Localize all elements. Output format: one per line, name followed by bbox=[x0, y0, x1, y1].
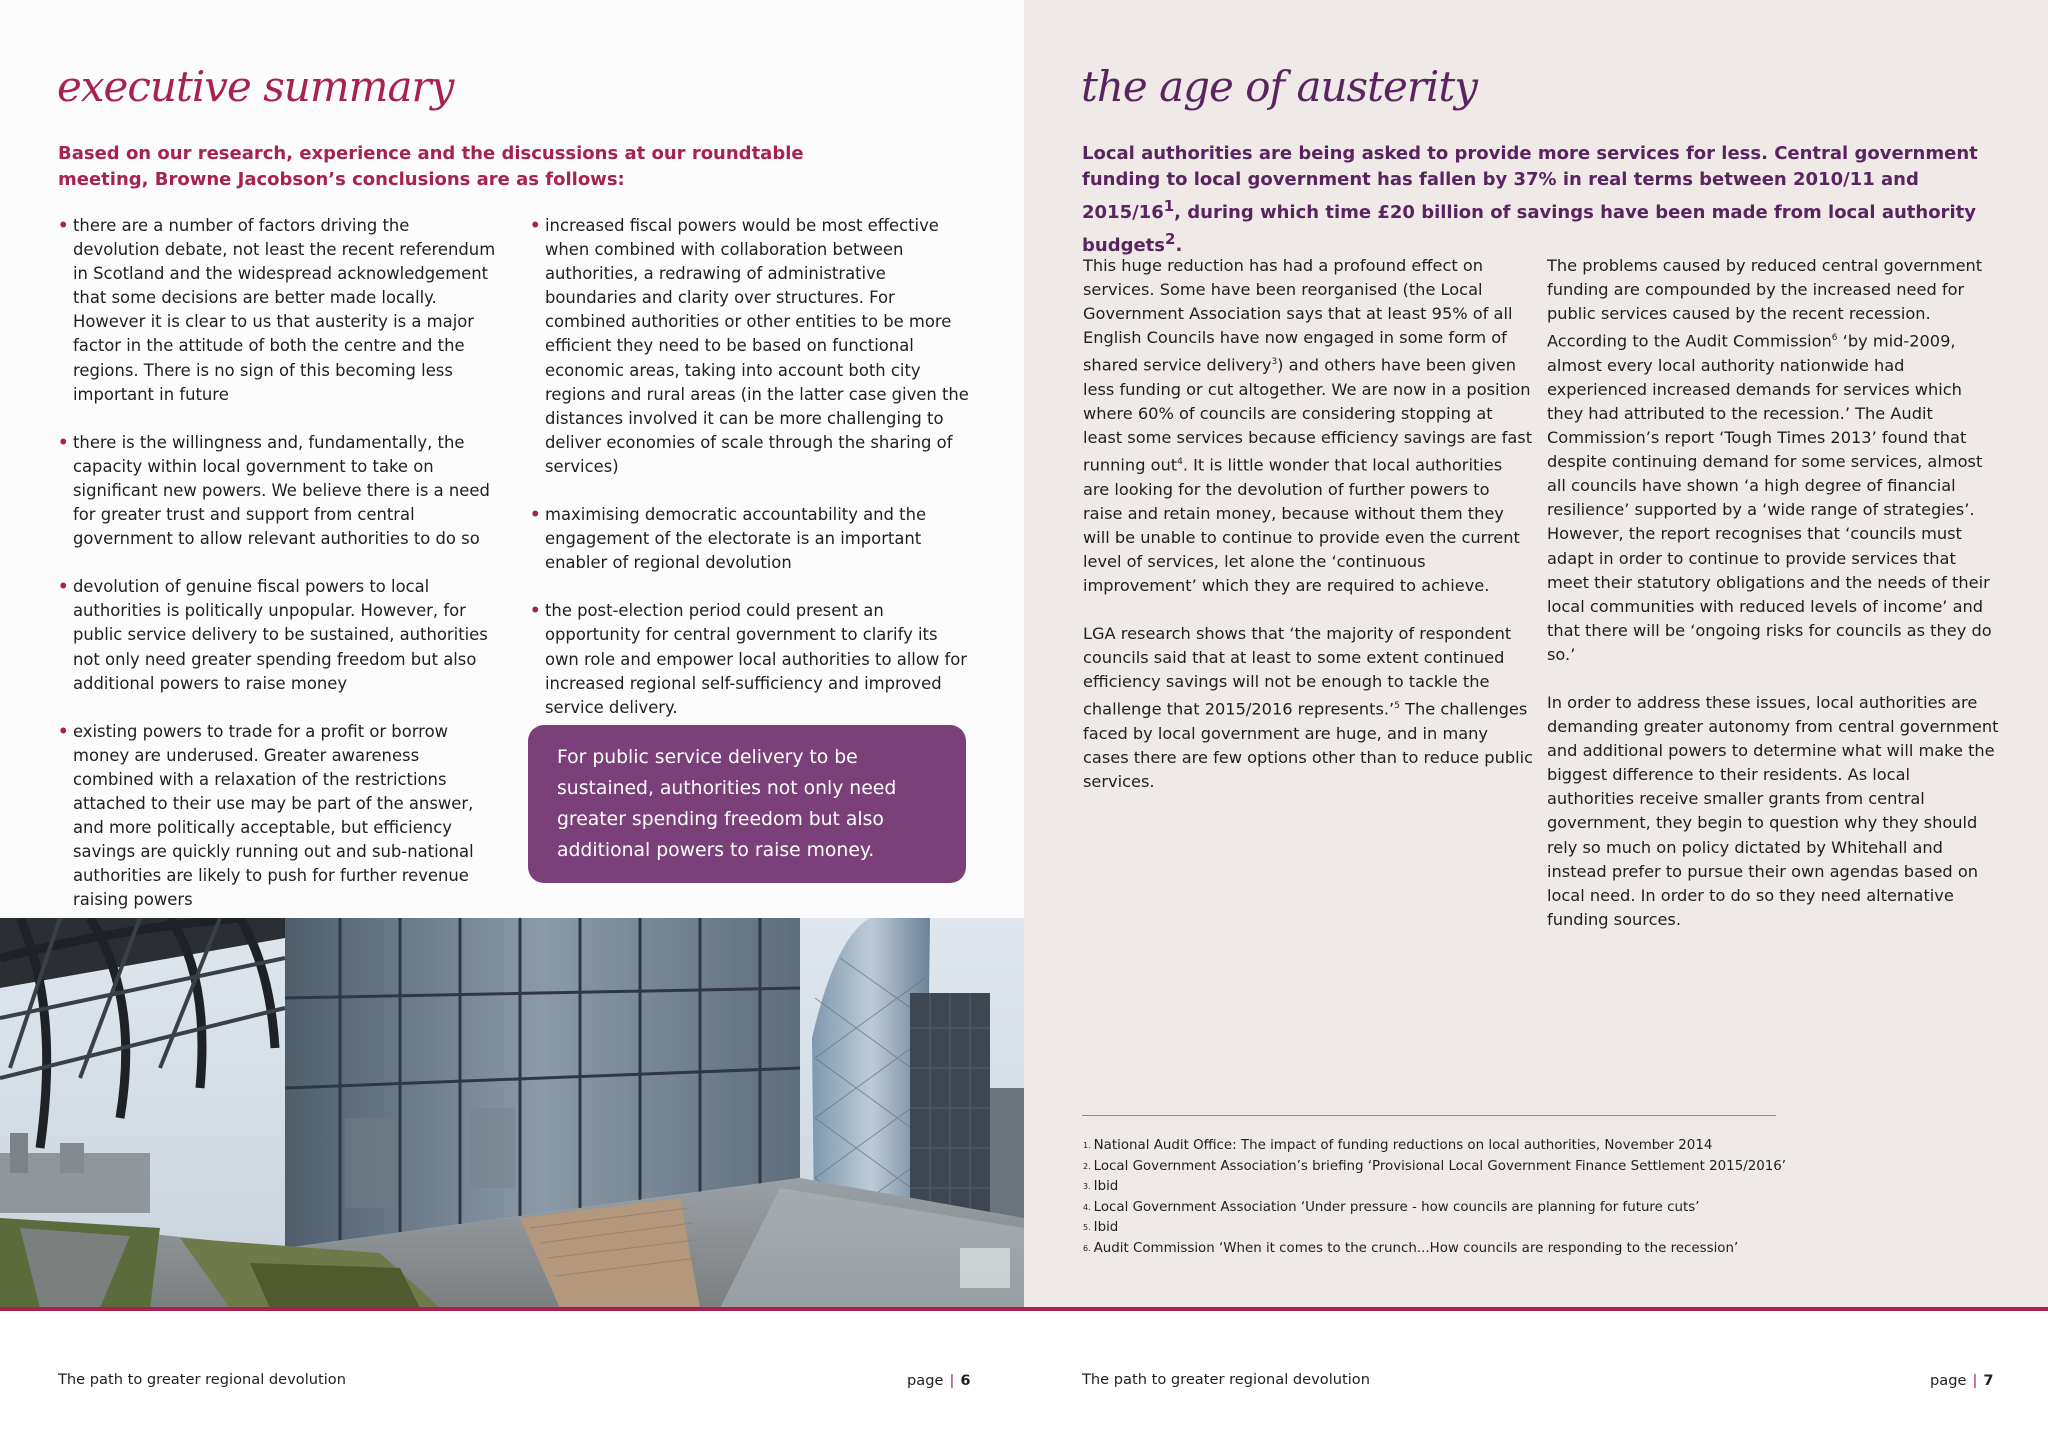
paragraph bbox=[1083, 622, 1533, 794]
lead-text: Local authorities are being asked to provide more services for less. Central government funding to local government has fallen by 37% in real terms between 2010/11 and 2015/16 bbox=[1082, 143, 1978, 223]
footnotes-divider bbox=[1082, 1115, 1776, 1116]
lead-text: . bbox=[1175, 235, 1183, 256]
conclusions-list-column-1 bbox=[58, 214, 498, 936]
bullet-icon: • bbox=[530, 505, 541, 525]
bullet-icon: • bbox=[58, 216, 69, 235]
bullet-icon: • bbox=[58, 721, 69, 741]
footer-title-right: The path to greater regional devolution bbox=[1082, 1371, 1370, 1388]
footer-title-left: The path to greater regional devolution bbox=[58, 1371, 346, 1388]
list-item-text: existing powers to trade for a profit or borrow money are underused. Greater awareness combined with a relaxation of the restrictions attached to their use may be part of the answer, and more politically acceptable, but efficiency savings are quickly running out and sub-national authorities are likely to push for further revenue raising powers bbox=[73, 721, 474, 910]
executive-summary-title: executive summary bbox=[57, 62, 454, 111]
bullet-icon: • bbox=[58, 432, 69, 452]
footnote bbox=[1083, 1198, 1983, 1219]
list-item bbox=[530, 503, 975, 575]
list-item-text: increased fiscal powers would be most effective when combined with collaboration between authorities, a redrawing of administrative boundaries and clarity over structures. For combined authorities or other entities to be more efficient they need to be based on functional economic areas, taking into account both city regions and rural areas (in the latter case given the distances involved it can be more challenging to deliver economies of scale through the sharing of services) bbox=[545, 216, 969, 476]
footnote-marker: 4. bbox=[1083, 1202, 1091, 1212]
footnote bbox=[1083, 1218, 1983, 1239]
age-of-austerity-lead bbox=[1082, 141, 2002, 259]
footnote-ref: 2 bbox=[1165, 230, 1176, 248]
list-item bbox=[530, 599, 975, 719]
footnote-marker: 1. bbox=[1083, 1141, 1091, 1150]
pull-quote-text: For public service delivery to be sustained, authorities not only need greater spending freedom but also additional powers to raise money. bbox=[557, 747, 897, 861]
list-item bbox=[530, 214, 975, 479]
footnote-marker: 6. bbox=[1083, 1243, 1091, 1253]
footnote-text: National Audit Office: The impact of funding reductions on local authorities, November 2014 bbox=[1093, 1138, 1713, 1153]
footnote-ref: 6 bbox=[1831, 333, 1838, 344]
paragraph bbox=[1547, 254, 2001, 667]
age-of-austerity-title: the age of austerity bbox=[1081, 62, 1477, 111]
footnote-ref: 1 bbox=[1163, 197, 1175, 215]
footnote-text: Local Government Association ‘Under pressure - how councils are planning for future cuts’ bbox=[1093, 1199, 1700, 1215]
footnote-ref: 5 bbox=[1394, 701, 1400, 712]
page-label: page bbox=[907, 1372, 944, 1389]
list-item-text: maximising democratic accountability and the engagement of the electorate is an important enabler of regional devolution bbox=[545, 505, 927, 573]
list-item-text: the post-election period could present an opportunity for central government to clarify its own role and empower local authorities to allow for increased regional self-sufficiency and improved service delivery. bbox=[545, 601, 968, 717]
footnote-ref: 3 bbox=[1271, 357, 1278, 368]
executive-summary-lead: Based on our research, experience and the discussions at our roundtable meeting, Browne Jacobson’s conclusions are as follows: bbox=[58, 143, 804, 190]
page-number-value: 7 bbox=[1983, 1372, 1994, 1389]
page-number-left bbox=[907, 1372, 971, 1389]
page-label: page bbox=[1930, 1372, 1967, 1389]
footnote-text: Audit Commission ‘When it comes to the crunch...How councils are responding to the recession’ bbox=[1093, 1240, 1739, 1256]
paragraph-text: LGA research shows that ‘the majority of respondent councils said that at least to some extent continued efficiency savings will not be enough to tackle the challenge that 2015/2016 represents.’ bbox=[1083, 624, 1512, 719]
footnotes-list bbox=[1083, 1136, 1983, 1259]
footnote-marker: 5. bbox=[1083, 1223, 1091, 1232]
list-item bbox=[58, 431, 498, 551]
lead-text: , during which time £20 billion of savings have been made from local authority budgets bbox=[1082, 202, 1976, 256]
list-item bbox=[58, 720, 498, 913]
footnote bbox=[1083, 1136, 1983, 1157]
bullet-icon: • bbox=[530, 216, 541, 235]
paragraph bbox=[1083, 254, 1533, 598]
austerity-column-2 bbox=[1547, 254, 2001, 956]
bullet-icon: • bbox=[58, 577, 69, 597]
list-item-text: there is the willingness and, fundamentally, the capacity within local government to take on significant new powers. We believe there is a need for greater trust and support from central government to allow relevant authorities to do so bbox=[73, 432, 490, 549]
footnote bbox=[1083, 1177, 1983, 1198]
paragraph-text: The problems caused by reduced central government funding are compounded by the increased need for public services caused by the recent recession. According to the Audit Commission bbox=[1547, 256, 1983, 351]
building-terrace-photo bbox=[0, 918, 1024, 1308]
list-item bbox=[58, 214, 498, 407]
paragraph-text: This huge reduction has had a profound effect on services. Some have been reorganised (the Local Government Association says that at least 95% of all English Councils have now engaged in some form of shared service delivery bbox=[1083, 256, 1513, 375]
footnote-marker: 3. bbox=[1083, 1182, 1091, 1191]
footnote-ref: 4 bbox=[1177, 457, 1183, 468]
list-item-text: devolution of genuine fiscal powers to local authorities is politically unpopular. However, for public service delivery to be sustained, authorities not only need greater spending freedom but also additional powers to raise money bbox=[73, 577, 488, 693]
footnote-text: Ibid bbox=[1093, 1220, 1119, 1235]
page-separator: | bbox=[949, 1372, 955, 1389]
paragraph-text: The challenges faced by local government are huge, and in many cases there are few options other than to reduce public services. bbox=[1083, 699, 1533, 792]
list-item-text: there are a number of factors driving the devolution debate, not least the recent referendum in Scotland and the widespread acknowledgement that some decisions are better made locally. However it is clear to us that austerity is a major factor in the attitude of both the centre and the regions. There is no sign of this becoming less important in future bbox=[73, 216, 496, 404]
footnote-marker: 2. bbox=[1083, 1161, 1091, 1171]
austerity-column-1 bbox=[1083, 254, 1533, 818]
page-number-value: 6 bbox=[960, 1372, 971, 1389]
paragraph-text: ‘by mid-2009, almost every local authority nationwide had experienced increased demands for services which they had attributed to the recession.’ The Audit Commission’s report ‘Tough Times 2013’ found that despite continuing demand for some services, almost all councils have shown ‘a high degree of financial resilience’ supported by a ‘wide range of strategies’. However, the report recognises that ‘councils must adapt in order to continue to provide services that meet their statutory obligations and the needs of their local communities with reduced levels of income’ and that there will be ‘ongoing risks for councils as they do so.’ bbox=[1547, 331, 1992, 664]
pull-quote-box bbox=[528, 725, 966, 883]
paragraph-text: . It is little wonder that local authorities are looking for the devolution of further powers to raise and retain money, because without them they will be unable to continue to provide even the current level of services, let alone the ‘continuous improvement’ which they are required to achieve. bbox=[1083, 455, 1520, 595]
footnote-text: Ibid bbox=[1093, 1179, 1119, 1194]
list-item bbox=[58, 575, 498, 695]
footnote-text: Local Government Association’s briefing ‘Provisional Local Government Finance Settlement 2015/2016’ bbox=[1093, 1158, 1787, 1174]
footer-divider bbox=[0, 1307, 2048, 1311]
footnote bbox=[1083, 1157, 1983, 1178]
page-separator: | bbox=[1972, 1372, 1978, 1389]
paragraph-text: ) and others have been given less funding or cut altogether. We are now in a position where 60% of councils are considering stopping at least some services because efficiency savings are fast running out bbox=[1083, 355, 1533, 475]
paragraph: In order to address these issues, local authorities are demanding greater autonomy from central government and additional powers to determine what will make the biggest difference to their residents. As local authorities receive smaller grants from central government, they begin to question why they should rely so much on policy dictated by Whitehall and instead prefer to pursue their own agendas based on local need. In order to do so they need alternative funding sources. bbox=[1547, 692, 1999, 929]
footnote bbox=[1083, 1239, 1983, 1260]
bullet-icon: • bbox=[530, 601, 541, 621]
conclusions-list-column-2 bbox=[530, 214, 975, 744]
page-number-right bbox=[1930, 1372, 1994, 1389]
